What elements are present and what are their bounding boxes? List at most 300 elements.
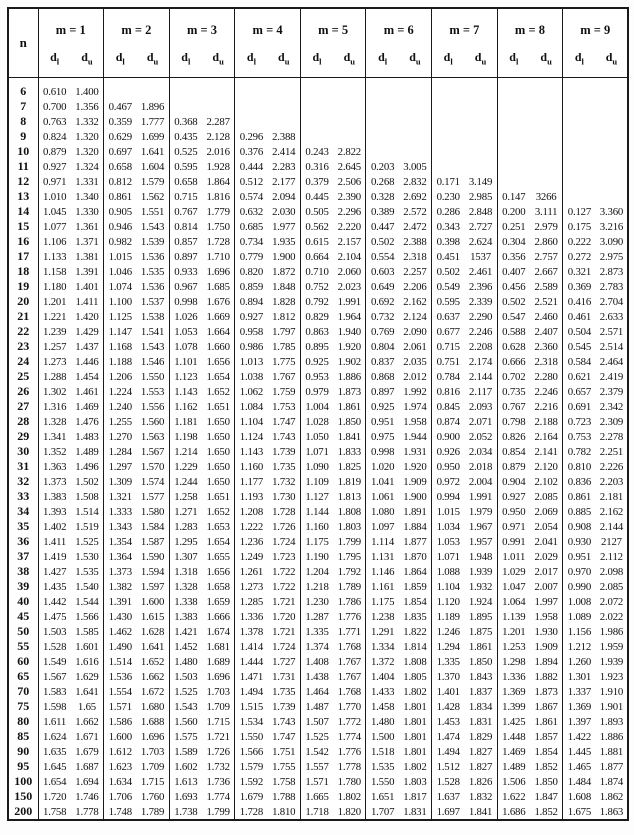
cell [464,78,497,100]
table-row-n14 [8,204,628,219]
cell: 1.080 [366,504,399,519]
subheader-du-m7: $d_u$ [474,49,487,67]
cell: 0.379 [300,174,333,189]
cell [497,129,530,144]
cell: 0.894 [235,294,268,309]
cell: 2.246 [534,385,558,398]
cell: 1.324 [75,160,99,173]
cell: 1.758 [38,804,71,820]
cell: 1.654 [206,535,230,548]
cell: 2.757 [534,250,558,263]
cell: 1.198 [169,429,202,444]
cell: 1.680 [140,700,165,713]
cell: 1.550 [366,774,399,789]
cell: 1.301 [563,669,596,684]
cell: 0.953 [300,369,333,384]
cell: 1.101 [169,354,202,369]
cell: 1.078 [169,339,202,354]
cell: 1.285 [235,594,268,609]
cell: 1.843 [468,670,493,683]
cell: 1.542 [300,744,333,759]
critical-values-table-wrap [7,7,629,821]
cell: 1.487 [300,699,333,714]
cell: 1.437 [75,340,99,353]
cell: 0.861 [104,189,137,204]
cell: 1.574 [140,475,165,488]
cell: 1.400 [75,85,99,98]
cell: 1.341 [38,429,71,444]
table-row-n60 [8,654,628,669]
cell: 3.149 [468,175,493,188]
cell: 0.798 [497,414,530,429]
cell: 1.402 [38,519,71,534]
cell: 1.453 [432,714,465,729]
cell: 1.566 [235,744,268,759]
cell: 1.759 [272,385,296,398]
row-label-n: 8 [8,114,38,129]
cell [202,99,235,114]
cell: 1.433 [366,684,399,699]
cell: 1.288 [38,369,71,384]
cell: 0.512 [235,174,268,189]
cell: 0.171 [432,174,465,189]
cell: 1.188 [104,354,137,369]
cell: 1.571 [104,699,137,714]
cell: 1.841 [337,430,361,443]
cell: 1.900 [272,250,296,263]
cell: 1.419 [38,549,71,564]
cell: 1.336 [235,609,268,624]
cell: 0.697 [104,144,137,159]
cell: 1.709 [140,760,165,773]
cell: 1.502 [75,475,99,488]
row-label-n: 13 [8,189,38,204]
cell: 1.461 [75,385,99,398]
cell [202,78,235,100]
cell: 1.831 [468,715,493,728]
cell: 0.951 [366,414,399,429]
cell [366,78,399,100]
cell: 1.580 [140,505,165,518]
row-label-n: 33 [8,489,38,504]
cell: 2.873 [599,265,624,278]
subheader-dl-m6: $d_l$ [366,45,399,78]
cell: 1.258 [169,489,202,504]
cell: 1.338 [169,594,202,609]
cell: 1.747 [272,415,296,428]
cell: 2.257 [403,265,427,278]
cell: 1.490 [104,639,137,654]
row-label-n: 200 [8,804,38,820]
cell [530,174,563,189]
row-label-n: 21 [8,309,38,324]
cell: 0.845 [432,399,465,414]
cell: 1.026 [169,309,202,324]
row-label-n: 26 [8,384,38,399]
cell: 1.454 [75,370,99,383]
cell: 1.543 [169,699,202,714]
cell: 0.879 [497,459,530,474]
cell: 1.780 [337,775,361,788]
cell: 1.273 [235,579,268,594]
cell: 1.958 [403,415,427,428]
cell: 1.352 [38,444,71,459]
cell: 2.177 [272,175,296,188]
cell: 1.674 [206,625,230,638]
cell: 1.730 [272,490,296,503]
cell: 1.452 [169,639,202,654]
cell: 1.373 [38,474,71,489]
cell [464,144,497,159]
cell: 1.820 [337,805,361,818]
cell: 1.294 [432,639,465,654]
cell: 1.397 [563,714,596,729]
cell: 1.104 [235,414,268,429]
cell [366,144,399,159]
cell: 1.330 [75,205,99,218]
cell: 1.029 [497,564,530,579]
cell: 1.685 [206,280,230,293]
cell: 2.216 [534,400,558,413]
subheader-du-m3: $d_u$ [212,49,224,67]
cell: 1.287 [300,609,333,624]
subheader-dl-m1: $d_l$ [38,45,71,78]
cell [596,189,629,204]
cell: 0.657 [563,384,596,399]
table-row-n55 [8,639,628,654]
cell: 1.393 [38,504,71,519]
cell: 1537 [470,250,491,263]
cell: 0.810 [563,459,596,474]
cell: 1.560 [140,415,165,428]
cell: 0.615 [300,234,333,249]
cell: 1.554 [104,684,137,699]
cell: 1.808 [337,505,361,518]
cell: 0.588 [497,324,530,339]
cell: 0.970 [563,564,596,579]
cell: 1.253 [497,639,530,654]
cell: 1.872 [272,265,296,278]
cell: 1.687 [75,760,99,773]
cell: 1.369 [497,684,530,699]
cell [268,99,301,114]
cell: 1.373 [104,564,137,579]
cell [432,99,465,114]
cell: 0.175 [563,219,596,234]
cell: 1.414 [235,639,268,654]
cell: 1.260 [563,654,596,669]
cell: 1.611 [38,714,71,729]
cell: 0.595 [432,294,465,309]
cell: 0.994 [432,489,465,504]
cell: 1.538 [140,310,165,323]
cell: 1.238 [366,609,399,624]
cell: 2.246 [468,325,493,338]
cell [596,78,629,100]
cell [497,78,530,100]
row-label-n: 35 [8,519,38,534]
cell: 0.715 [432,339,465,354]
cell: 1.624 [38,729,71,744]
cell: 0.444 [235,159,268,174]
cell: 2.283 [272,160,296,173]
cell: 1.212 [563,639,596,654]
cell: 1.201 [497,624,530,639]
cell: 1.992 [403,385,427,398]
cell: 1.077 [38,219,71,234]
cell: 1.867 [534,700,558,713]
cell: 1.494 [432,744,465,759]
cell: 0.752 [300,279,333,294]
cell: 1.707 [366,804,399,820]
cell: 0.950 [497,504,530,519]
cell: 1.484 [563,774,596,789]
cell: 1.257 [38,339,71,354]
cell: 0.664 [300,249,333,264]
cell: 0.416 [563,294,596,309]
cell: 1.273 [38,354,71,369]
row-label-n: 20 [8,294,38,309]
cell: 1.028 [300,414,333,429]
cell [268,114,301,129]
cell: 1.813 [337,490,361,503]
cell: 1.910 [599,685,624,698]
cell: 1.337 [563,684,596,699]
cell: 3.360 [599,205,624,218]
cell: 1.755 [272,760,296,773]
cell: 0.505 [300,204,333,219]
cell: 1.715 [140,775,165,788]
cell: 1.932 [468,580,493,593]
cell: 0.461 [563,309,596,324]
cell: 1.010 [38,189,71,204]
cell: 1.458 [366,699,399,714]
cell: 1.584 [140,520,165,533]
cell: 1.534 [235,714,268,729]
cell: 1.852 [534,805,558,818]
cell: 1.743 [272,715,296,728]
cell: 2.667 [534,265,558,278]
cell: 2.102 [534,475,558,488]
cell [497,99,530,114]
cell: 1.778 [337,760,361,773]
cell: 1.651 [206,490,230,503]
table-row-n27 [8,399,628,414]
cell: 0.321 [563,264,596,279]
cell: 2.388 [403,235,427,248]
cell: 1.732 [272,475,296,488]
cell: 1.739 [272,700,296,713]
cell: 1.634 [104,774,137,789]
cell: 1.750 [206,220,230,233]
cell: 1.664 [206,325,230,338]
cell: 2.164 [534,430,558,443]
cell: 1.514 [104,654,137,669]
cell: 0.621 [563,369,596,384]
group-header-m6: m = 6 [366,8,432,45]
cell: 1.896 [140,100,165,113]
cell: 0.268 [366,174,399,189]
subheader-du-m8: $d_u$ [540,49,552,67]
row-label-n: 75 [8,699,38,714]
cell: 1.792 [337,565,361,578]
row-label-n: 16 [8,234,38,249]
cell: 1.637 [432,789,465,804]
cell: 0.610 [38,78,71,100]
cell: 1.738 [169,804,202,820]
cell: 1.020 [366,459,399,474]
cell: 1.832 [468,790,493,803]
cell: 1.543 [140,340,165,353]
cell: 1.669 [206,310,230,323]
cell: 1.886 [599,730,624,743]
table-row-n150 [8,789,628,804]
cell: 1.512 [432,759,465,774]
cell: 1.321 [104,489,137,504]
cell [563,159,596,174]
table-row-n95 [8,759,628,774]
cell: 1.320 [75,145,99,158]
cell: 2.090 [403,325,427,338]
cell: 1.125 [104,309,137,324]
cell: 1.011 [497,549,530,564]
cell: 1.721 [272,625,296,638]
cell: 0.447 [366,219,399,234]
cell [333,129,366,144]
table-row-n21 [8,309,628,324]
cell: 0.895 [300,339,333,354]
cell: 1.143 [169,384,202,399]
cell: 1.651 [366,789,399,804]
table-row-n25 [8,369,628,384]
row-label-n: 45 [8,609,38,624]
cell: 1.672 [140,685,165,698]
cell: 1.408 [300,654,333,669]
cell: 1.909 [534,640,558,653]
row-label-n: 36 [8,534,38,549]
subheader-dl-m4: $d_l$ [235,45,268,78]
cell [563,129,596,144]
cell: 1.015 [104,249,137,264]
cell: 1.156 [563,624,596,639]
cell: 2.041 [534,535,558,548]
cell: 3.090 [599,235,624,248]
cell: 0.200 [497,204,530,219]
cell: 1.721 [272,595,296,608]
subheader-dl-m3: $d_l$ [169,45,202,78]
cell: 1.401 [75,280,99,293]
cell: 0.677 [432,324,465,339]
cell: 1.104 [432,579,465,594]
cell: 1.718 [300,804,333,820]
cell: 0.649 [366,279,399,294]
cell: 0.658 [104,159,137,174]
cell: 1.650 [206,445,230,458]
cell [563,189,596,204]
cell: 0.816 [432,384,465,399]
cell: 1.703 [140,745,165,758]
cell: 1.221 [38,309,71,324]
cell: 1.537 [140,295,165,308]
cell: 1.496 [75,460,99,473]
cell: 0.343 [432,219,465,234]
cell: 1.822 [403,625,427,638]
cell: 1.875 [468,625,493,638]
cell: 1.064 [497,594,530,609]
cell: 1.053 [432,534,465,549]
cell: 1.109 [300,474,333,489]
cell: 1.873 [337,385,361,398]
cell: 1.967 [468,520,493,533]
cell: 1.656 [206,565,230,578]
cell: 1.464 [300,684,333,699]
cell [300,114,333,129]
cell: 1.833 [337,445,361,458]
cell: 1.801 [403,745,427,758]
cell [300,129,333,144]
cell: 0.735 [497,384,530,399]
cell: 0.603 [366,264,399,279]
cell: 1.615 [140,610,165,623]
cell: 1.662 [75,715,99,728]
cell: 1.480 [169,654,202,669]
cell: 0.595 [169,159,202,174]
cell: 1.748 [104,804,137,820]
cell [563,78,596,100]
cell: 0.666 [497,354,530,369]
cell: 0.732 [366,309,399,324]
cell: 0.951 [563,549,596,564]
cell: 1.977 [272,220,296,233]
cell [497,114,530,129]
subheader-du-m5: $d_u$ [343,49,356,67]
cell: 0.359 [104,114,137,129]
cell: 1.623 [104,759,137,774]
cell: 1.786 [337,595,361,608]
cell: 1.747 [272,730,296,743]
cell [399,129,432,144]
cell: 1.873 [534,685,558,698]
cell: 2.645 [337,160,361,173]
cell [596,114,629,129]
cell: 2.624 [468,235,493,248]
cell: 2.054 [534,520,558,533]
cell: 1.931 [403,445,427,458]
subheader-dl-m7: $d_l$ [432,45,465,78]
cell: 0.545 [563,339,596,354]
cell: 0.859 [235,279,268,294]
cell: 1.803 [337,520,361,533]
cell: 1.540 [75,580,99,593]
cell: 1.475 [38,609,71,624]
cell: 1.050 [300,429,333,444]
cell: 1.935 [272,235,296,248]
cell: 1.567 [38,669,71,684]
cell: 0.734 [235,234,268,249]
cell: 1.004 [300,399,333,414]
cell: 2.085 [534,490,558,503]
cell: 1.616 [75,655,99,668]
cell: 1.084 [235,399,268,414]
cell: 2.203 [599,475,624,488]
cell: 1.598 [38,699,71,714]
cell: 0.456 [497,279,530,294]
cell: 1.364 [104,549,137,564]
cell: 2.188 [534,415,558,428]
cell: 1.861 [534,715,558,728]
row-label-n: 24 [8,354,38,369]
group-header-row [8,8,628,45]
